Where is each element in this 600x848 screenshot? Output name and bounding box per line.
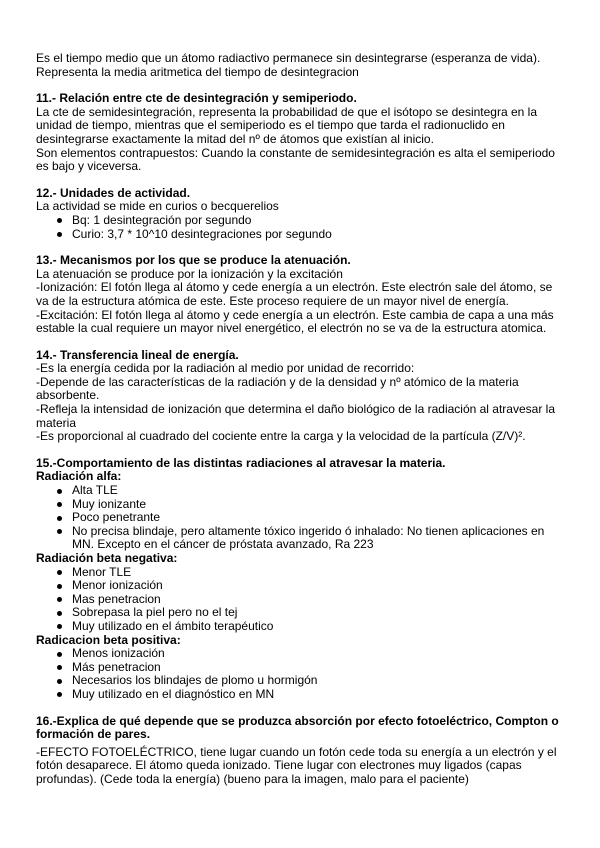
- list-item: Bq: 1 desintegración por segundo: [36, 214, 566, 228]
- paragraph: Son elementos contrapuestos: Cuando la constante de semidesintegración es alta el semiperiodo es bajo y viceversa.: [36, 145, 555, 174]
- list-item: Muy utilizado en el diagnóstico en MN: [36, 688, 566, 702]
- paragraph: -Depende de las características de la radiación y de la densidad y nº atómico de la materia absorbente.: [36, 374, 519, 403]
- paragraph: -Excitación: El fotón llega al átomo y cede energía a un electrón. Este cambia de capa a una más estable la cual requiere un mayor nivel energético, el electrón no se va de la estructura atomica.: [36, 307, 554, 336]
- list-item: Mas penetracion: [36, 593, 566, 607]
- alfa-heading: Radiación alfa:: [36, 469, 122, 484]
- paragraph: La actividad se mide en curios o becquerelios: [36, 199, 279, 214]
- section-13: [36, 254, 566, 336]
- section-12-title: 12.- Unidades de actividad.: [36, 185, 191, 200]
- bullet-list: [36, 566, 566, 634]
- intro-line: Es el tiempo medio que un átomo radiactivo permanece sin desintegrarse (esperanza de vida).: [36, 51, 541, 65]
- paragraph: -Es la energía cedida por la radiación al medio por unidad de recorrido:: [36, 361, 415, 376]
- list-item: Menor ionización: [36, 579, 566, 593]
- section-16-title: 16.-Explica de qué depende que se produzca absorción por efecto fotoeléctrico, Compton o formación de pares.: [36, 713, 559, 742]
- paragraph: -Refleja la intensidad de ionización que determina el daño biológico de la radiación al atravesar la materia: [36, 402, 555, 430]
- section-15-title: 15.-Comportamiento de las distintas radiaciones al atravesar la materia.: [36, 455, 446, 470]
- section-13-title: 13.- Mecanismos por los que se produce la atenuación.: [36, 253, 351, 268]
- paragraph: -EFECTO FOTOELÉCTRICO, tiene lugar cuando un fotón cede toda su energía a un electrón y el fotón desaparece. El átomo queda ionizado. Tiene lugar con electrones muy ligados (capas profundas). (Cede toda la energía) (bueno para la imagen, malo para el paciente): [36, 744, 557, 786]
- list-item: Menor TLE: [36, 566, 566, 580]
- list-item: Muy utilizado en el ámbito terapéutico: [36, 620, 566, 634]
- list-item: Poco penetrante: [36, 511, 566, 525]
- paragraph: La cte de semidesintegración, representa la probabilidad de que el isótopo se desintegra en la unidad de tiempo, mientras que el semiperiodo es el tiempo que tarda el radionuclido en desintegrarse exactamente la mitad del nº de átomos que existían al inicio.: [36, 104, 537, 146]
- beta-negativa-heading: Radiación beta negativa:: [36, 551, 178, 565]
- list-item: Sobrepasa la piel pero no el tej: [36, 606, 566, 620]
- paragraph: -Es proporcional al cuadrado del cociente entre la carga y la velocidad de la partícula (Z/V)².: [36, 429, 526, 444]
- section-11: [36, 92, 566, 174]
- bullet-list: [36, 484, 566, 552]
- list-item: Necesarios los blindajes de plomo u hormigón: [36, 674, 566, 688]
- document-page: [36, 52, 566, 787]
- beta-positiva-heading: Radicacion beta positiva:: [36, 632, 181, 647]
- paragraph: La atenuación se produce por la ionización y la excitación: [36, 266, 343, 281]
- list-item: Muy ionizante: [36, 498, 566, 512]
- list-item: Curio: 3,7 * 10^10 desintegraciones por segundo: [36, 228, 566, 242]
- paragraph: -Ionización: El fotón llega al átomo y cede energía a un electrón. Este electrón sale del átomo, se va de la estructura atómica de este. Este proceso requiere de un mayor nivel de energía.: [36, 280, 553, 308]
- list-item: Alta TLE: [36, 484, 566, 498]
- section-15: [36, 457, 566, 702]
- list-item: No precisa blindaje, pero altamente tóxico ingerido ó inhalado: No tienen aplicaciones en MN. Excepto en el cáncer de próstata avanzado, Ra 223: [36, 525, 566, 552]
- bullet-list: [36, 647, 566, 701]
- section-12: [36, 187, 566, 241]
- intro-block: [36, 52, 566, 79]
- section-11-title: 11.- Relación entre cte de desintegración y semiperiodo.: [36, 91, 357, 106]
- intro-line: Representa la media aritmetica del tiempo de desintegracion: [36, 64, 359, 79]
- list-item: Menos ionización: [36, 647, 566, 661]
- section-16: [36, 715, 566, 787]
- bullet-list: [36, 214, 566, 241]
- list-item: Más penetracion: [36, 661, 566, 675]
- section-14-title: 14.- Transferencia lineal de energía.: [36, 347, 239, 362]
- section-14: [36, 349, 566, 444]
